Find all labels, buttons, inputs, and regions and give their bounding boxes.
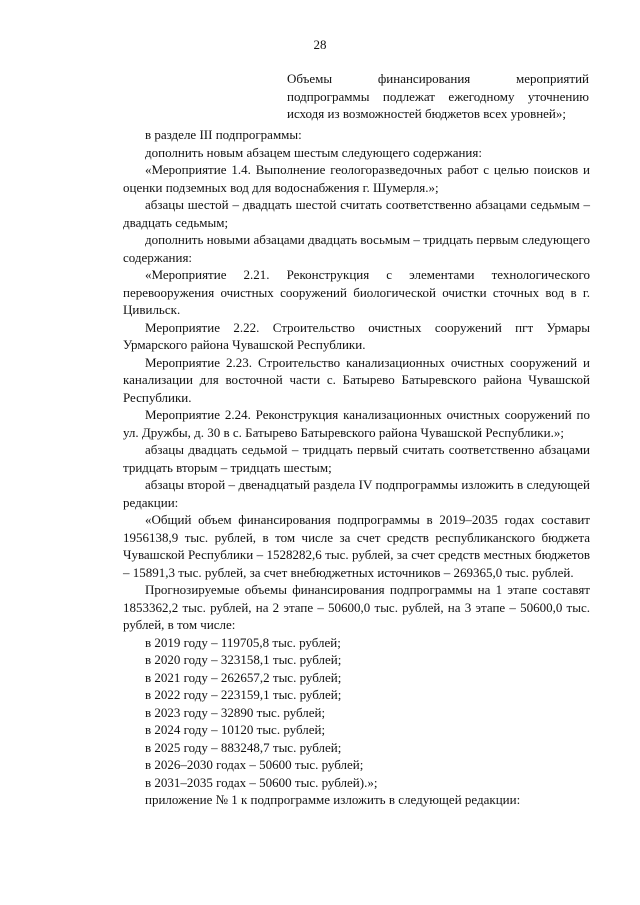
closing-paragraph: приложение № 1 к подпрограмме изложить в следующей редакции:: [145, 792, 521, 807]
year-line: в 2021 году – 262657,2 тыс. рублей;: [145, 669, 342, 685]
paragraph: «Мероприятие 2.21. Реконструкция с элементами технологического перевооружения очистных сооружений биологической очистки сточных вод в г. Цивильск.: [123, 267, 590, 317]
paragraph: дополнить новым абзацем шестым следующего содержания:: [145, 144, 482, 160]
year-line: в 2025 году – 883248,7 тыс. рублей;: [145, 739, 342, 755]
paragraph: в разделе III подпрограммы:: [145, 127, 302, 142]
year-line: в 2024 году – 10120 тыс. рублей;: [145, 722, 326, 737]
paragraph: Мероприятие 2.24. Реконструкция канализационных очистных сооружений по ул. Дружбы, д. 30 в с. Батырево Батыревского района Чувашской Республики.»;: [123, 407, 590, 440]
year-line: в 2023 году – 32890 тыс. рублей;: [145, 704, 326, 720]
paragraph: абзацы шестой – двадцать шестой считать соответственно абзацами седьмым – двадцать седьмым;: [123, 197, 590, 230]
paragraph: абзацы двадцать седьмой – тридцать первый считать соответственно абзацами тридцать вторым – тридцать шестым;: [123, 442, 590, 475]
paragraph: «Общий объем финансирования подпрограммы в 2019–2035 годах составит 1956138,9 тыс. рублей, в том числе за счет средств республиканского бюджета Чувашской Республики – 1528282,6 тыс. рублей, за счет средств местных бюджетов – 15891,3 тыс. рублей, за счет внебюджетных источников – 269365,0 тыс. рублей.: [123, 512, 590, 580]
year-line: в 2019 году – 119705,8 тыс. рублей;: [145, 634, 341, 650]
paragraph: «Мероприятие 1.4. Выполнение геологоразведочных работ с целью поисков и оценки подземных вод для водоснабжения г. Шумерля.»;: [123, 162, 590, 195]
paragraph: Мероприятие 2.23. Строительство канализационных очистных сооружений и канализации для восточной части с. Батырево Батыревского района Чувашской Республики.: [123, 354, 590, 405]
paragraph: дополнить новыми абзацами двадцать восьмым – тридцать первым следующего содержания:: [123, 232, 590, 265]
year-line: в 2020 году – 323158,1 тыс. рублей;: [145, 652, 342, 667]
year-line: в 2026–2030 годах – 50600 тыс. рублей;: [145, 757, 364, 772]
main-text: [123, 126, 590, 809]
year-line: в 2031–2035 годах – 50600 тыс. рублей).»;: [145, 774, 378, 790]
year-line: в 2022 году – 223159,1 тыс. рублей;: [145, 687, 342, 702]
paragraph: Прогнозируемые объемы финансирования подпрограммы на 1 этапе составят 1853362,2 тыс. рублей, на 2 этапе – 50600,0 тыс. рублей, на 3 этапе – 50600,0 тыс. рублей, в том числе:: [123, 582, 590, 632]
page-number: 28: [313, 37, 327, 52]
paragraph: абзацы второй – двенадцатый раздела IV подпрограммы изложить в следующей редакции:: [123, 477, 590, 510]
intro-paragraph: Объемы финансирования мероприятий подпрограммы подлежат ежегодному уточнению исходя из возможностей бюджетов всех уровней»;: [287, 71, 589, 121]
paragraph: Мероприятие 2.22. Строительство очистных сооружений пгт Урмары Урмарского района Чувашской Республики.: [123, 319, 590, 352]
